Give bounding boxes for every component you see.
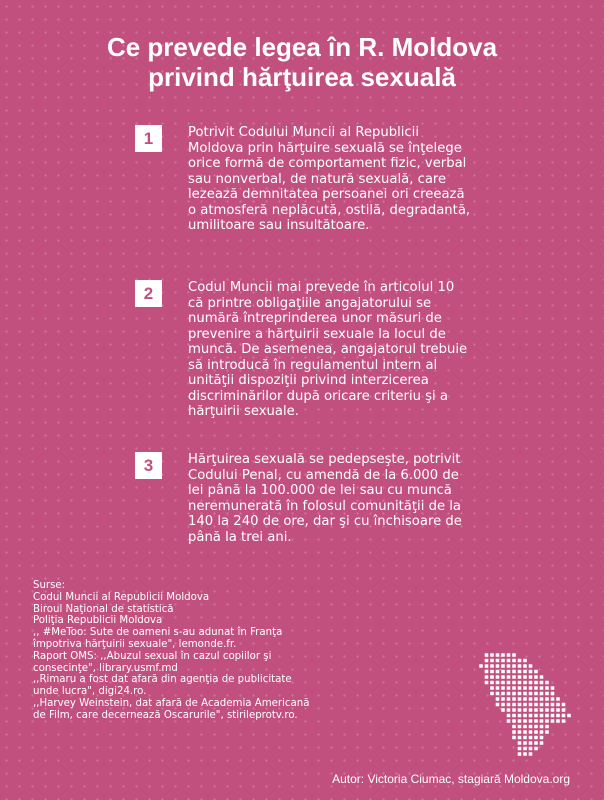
item-number-badge: 1	[135, 125, 162, 152]
source-line: unde lucra", digi24.ro.	[33, 686, 147, 698]
source-line: Raport OMS: ,,Abuzul sexual în cazul copiilor şi	[33, 650, 272, 662]
source-line: ,,Rimaru a fost dat afară din agenţia de publicitate	[33, 674, 292, 686]
source-line: ,, #MeToo: Sute de oameni s-au adunat în Franţa	[33, 627, 283, 639]
item-number-badge: 3	[135, 452, 162, 479]
source-line: consecinţe", library.usmf.md	[33, 662, 178, 674]
author-credit: Autor: Victoria Ciumac, stagiară Moldova.org	[332, 772, 570, 786]
source-line: ,,Harvey Weinstein, dat afară de Academia Americană	[33, 697, 310, 709]
title-line-2: privind hărţuirea sexuală	[148, 62, 456, 92]
sources-block	[33, 580, 333, 722]
title-line-1: Ce prevede legea în R. Moldova	[106, 32, 498, 62]
source-line: Codul Muncii al Republicii Moldova	[33, 591, 210, 603]
item-number-badge: 2	[135, 280, 162, 307]
source-line: Poliţia Republicii Moldova	[33, 615, 163, 627]
source-line: de Film, care decernează Oscarurile", stirileprotv.ro.	[33, 709, 298, 721]
page-title	[0, 32, 604, 92]
moldova-map-icon	[478, 652, 583, 762]
sources-heading: Surse:	[33, 580, 66, 591]
source-line: Biroul Naţional de statistică	[33, 603, 174, 615]
source-line: împotriva hărţuirii sexuale", lemonde.fr.	[33, 638, 237, 650]
item-text: Hărţuirea sexuală se pedepseşte, potrivit Codului Penal, cu amendă de la 6.000 de lei până la 100.000 de lei sau cu muncă neremunerată în folosul comunităţii de la 140 la 240 de ore, dar şi cu închisoare de până la trei ani.	[188, 452, 462, 545]
item-text: Codul Muncii mai prevede în articolul 10 că printre obligaţiile angajatorului se numără întreprinderea unor măsuri de prevenire a hărţuirii sexuale la locul de muncă. De asemenea, angajatorul trebuie să introducă în regulamentul intern al unităţii dispoziţii privind interzicerea discriminărilor după oricare criteriu şi a hărţuirii sexuale.	[188, 280, 468, 419]
item-text: Potrivit Codului Muncii al Republicii Moldova prin hărţuire sexuală se înţelege orice formă de comportament fizic, verbal sau nonverbal, de natură sexuală, care lezează demnitatea persoanei ori creează o atmosferă neplăcută, ostilă, degradantă, umilitoare sau insultătoare.	[188, 125, 471, 233]
